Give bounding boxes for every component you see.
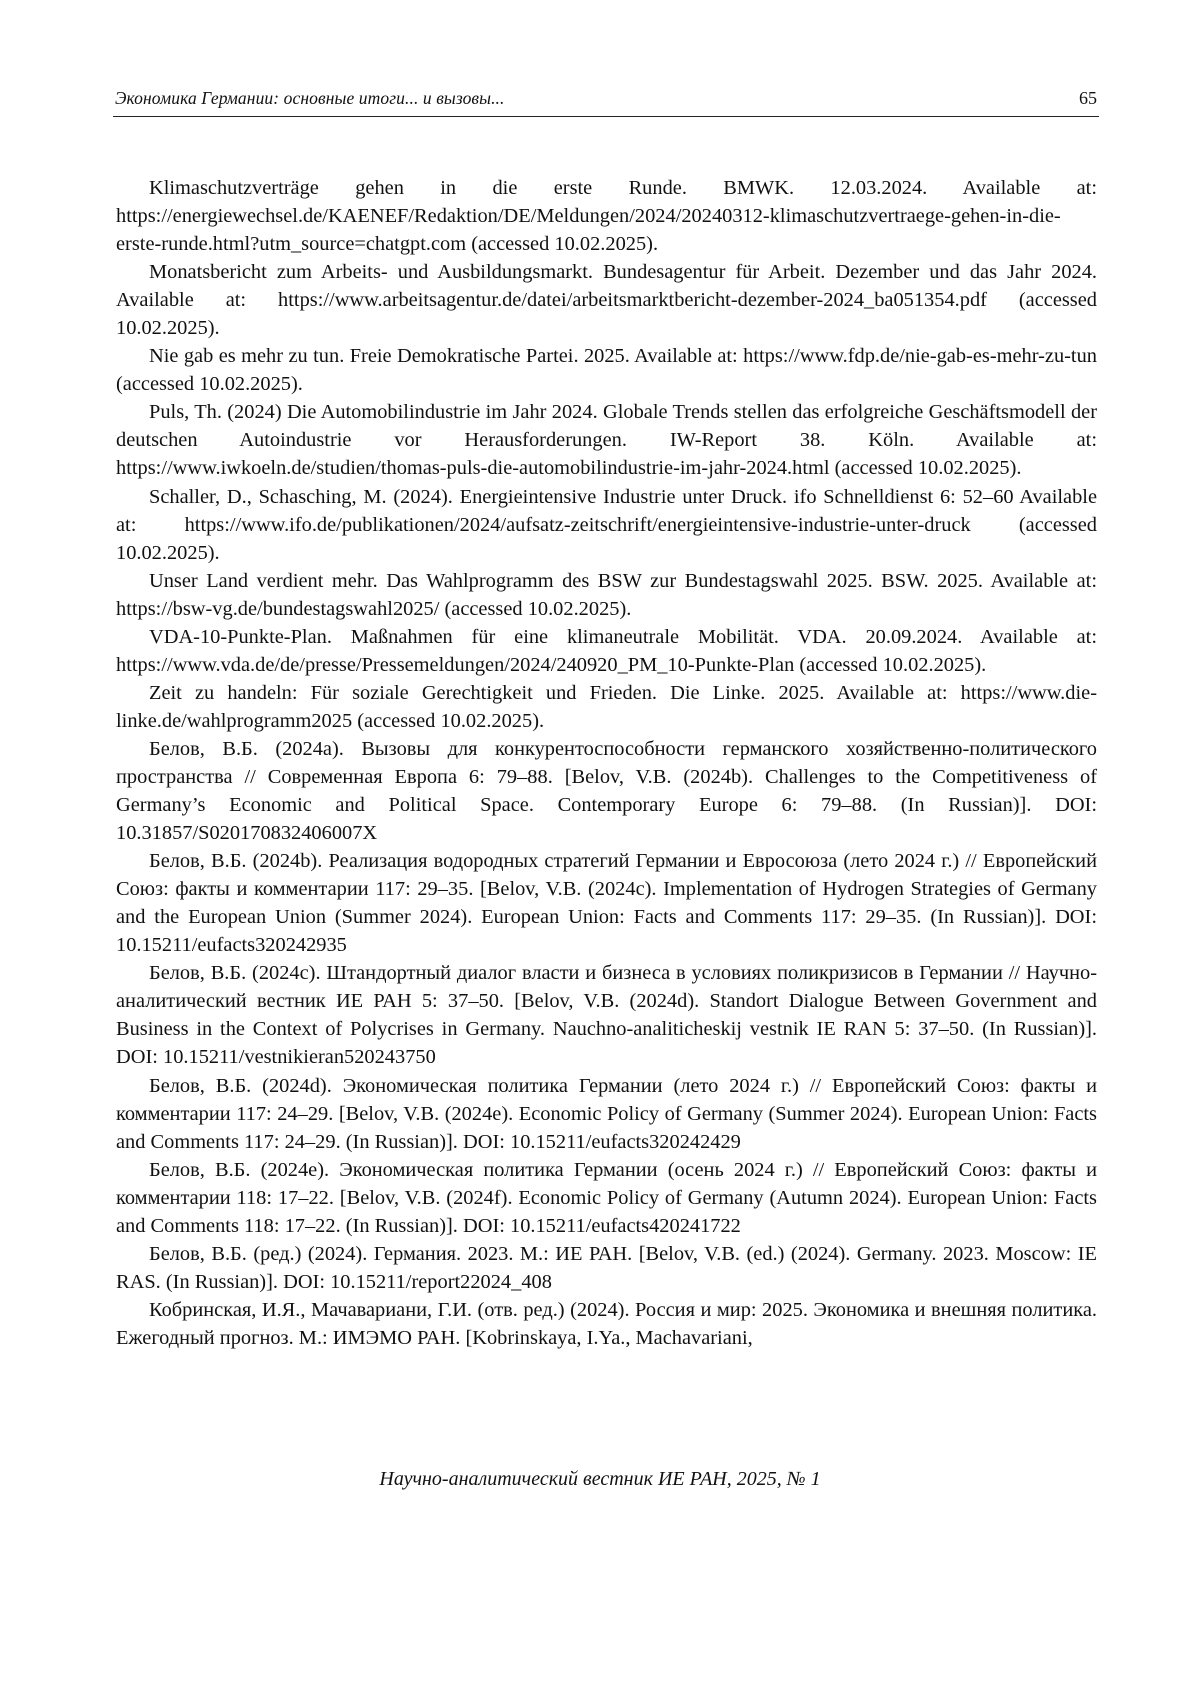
reference-item: Unser Land verdient mehr. Das Wahlprogramm des BSW zur Bundestagswahl 2025. BSW. 2025. Available at: https://bsw-vg.de/bundestagswahl2025/ (accessed 10.02.2025). bbox=[116, 569, 1097, 620]
reference-item: Белов, В.Б. (2024c). Штандортный диалог власти и бизнеса в условиях поликризисов в Германии // Научно-аналитический вестник ИЕ РАН 5: 37–50. [Belov, V.B. (2024d). Standort Dialogue Between Government and Business in the Context of Polycrises in Germany. Nauchno-analiticheskij vestnik IE RAN 5: 37–50. (In Russian)]. DOI: 10.15211/vestnikieran520243750 bbox=[116, 962, 1097, 1069]
reference-item: Кобринская, И.Я., Мачавариани, Г.И. (отв. ред.) (2024). Россия и мир: 2025. Экономика и внешняя политика. Ежегодный прогноз. М.: ИМЭМО РАН. [Kobrinskaya, I.Ya., Machavariani, bbox=[116, 1298, 1097, 1349]
reference-item: Schaller, D., Schasching, M. (2024). Energieintensive Industrie unter Druck. ifo Schnelldienst 6: 52–60 Available at: https://www.ifo.de/publikationen/2024/aufsatz-zeitschrift/energieintensive-industrie-unter-druck (accessed 10.02.2025). bbox=[116, 485, 1097, 564]
running-title: Экономика Германии: основные итоги... и вызовы... bbox=[115, 88, 505, 108]
page-number: 65 bbox=[1079, 88, 1097, 108]
reference-item: Белов, В.Б. (2024e). Экономическая политика Германии (осень 2024 г.) // Европейский Союз: факты и комментарии 118: 17–22. [Belov, V.B. (2024f). Economic Policy of Germany (Autumn 2024). European Union: Facts and Comments 118: 17–22. (In Russian)]. DOI: 10.15211/eufacts420241722 bbox=[116, 1158, 1097, 1237]
reference-item: Nie gab es mehr zu tun. Freie Demokratische Partei. 2025. Available at: https://www.fdp.de/nie-gab-es-mehr-zu-tun (accessed 10.02.2025). bbox=[116, 345, 1097, 396]
reference-item: Klimaschutzverträge gehen in die erste Runde. BMWK. 12.03.2024. Available at: https://energiewechsel.de/KAENEF/Redaktion/DE/Meldungen/2024/20240312-klimaschutzvertraege-gehen-in-die-erste-runde.html?utm_source=chatgpt.com (accessed 10.02.2025). bbox=[116, 177, 1097, 256]
reference-list bbox=[116, 174, 1097, 1352]
reference-item: Белов, В.Б. (2024a). Вызовы для конкурентоспособности германского хозяйственно-политического пространства // Современная Европа 6: 79–88. [Belov, V.B. (2024b). Challenges to the Competitiveness of Germany’s Economic and Political Space. Contemporary Europe 6: 79–88. (In Russian)]. DOI: 10.31857/S020170832406007X bbox=[116, 737, 1097, 845]
journal-footer: Научно-аналитический вестник ИЕ РАН, 2025, № 1 bbox=[379, 1468, 821, 1490]
reference-item: Zeit zu handeln: Für soziale Gerechtigkeit und Frieden. Die Linke. 2025. Available at: https://www.die-linke.de/wahlprogramm2025 (accessed 10.02.2025). bbox=[116, 681, 1097, 732]
reference-item: Белов, В.Б. (2024b). Реализация водородных стратегий Германии и Евросоюза (лето 2024 г.) // Европейский Союз: факты и комментарии 117: 29–35. [Belov, V.B. (2024c). Implementation of Hydrogen Strategies of Germany and the European Union (Summer 2024). European Union: Facts and Comments 117: 29–35. (In Russian)]. DOI: 10.15211/eufacts320242935 bbox=[116, 850, 1097, 957]
reference-item: Белов, В.Б. (2024d). Экономическая политика Германии (лето 2024 г.) // Европейский Союз: факты и комментарии 117: 24–29. [Belov, V.B. (2024e). Economic Policy of Germany (Summer 2024). European Union: Facts and Comments 117: 24–29. (In Russian)]. DOI: 10.15211/eufacts320242429 bbox=[116, 1074, 1097, 1153]
reference-item: VDA-10-Punkte-Plan. Maßnahmen für eine klimaneutrale Mobilität. VDA. 20.09.2024. Available at: https://www.vda.de/de/presse/Pressemeldungen/2024/240920_PM_10-Punkte-Plan (accessed 10.02.2025). bbox=[116, 625, 1097, 676]
reference-item: Белов, В.Б. (ред.) (2024). Германия. 2023. М.: ИЕ РАН. [Belov, V.B. (ed.) (2024). Germany. 2023. Moscow: IE RAS. (In Russian)]. DOI: 10.15211/report22024_408 bbox=[116, 1242, 1097, 1293]
reference-item: Monatsbericht zum Arbeits- und Ausbildungsmarkt. Bundesagentur für Arbeit. Dezember und das Jahr 2024. Available at: https://www.arbeitsagentur.de/datei/arbeitsmarktbericht-dezember-2024_ba051354.pdf (accessed 10.02.2025). bbox=[116, 261, 1097, 340]
reference-item: Puls, Th. (2024) Die Automobilindustrie im Jahr 2024. Globale Trends stellen das erfolgreiche Geschäftsmodell der deutschen Autoindustrie vor Herausforderungen. IW-Report 38. Köln. Available at: https://www.iwkoeln.de/studien/thomas-puls-die-automobilindustrie-im-jahr-2024.html (accessed 10.02.2025). bbox=[116, 401, 1097, 480]
page-header bbox=[113, 84, 1099, 117]
